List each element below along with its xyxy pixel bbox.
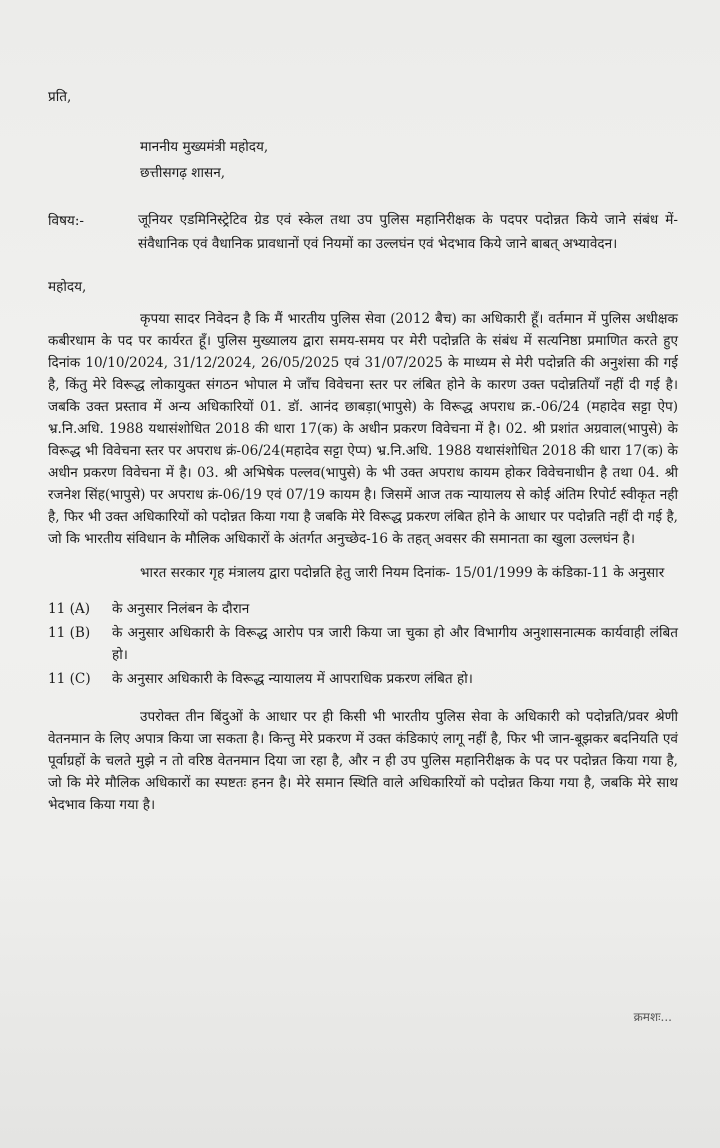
rule-code: 11 (B)	[48, 625, 91, 641]
subject-text: जूनियर एडमिनिस्ट्रेटिव ग्रेड एवं स्केल तथा उप पुलिस महानिरीक्षक के पदपर पदोन्नत किये जाने संबंध में- संवैधानिक एवं वैधानिक प्रावधानों एवं नियमों का उल्लघंन एवं भेदभाव किये जाने बाबत् अभ्यावेदन।	[138, 212, 678, 252]
rule-text: के अनुसार अधिकारी के विरूद्ध आरोप पत्र जारी किया जा चुका हो और विभागीय अनुशासनात्मक कार्यवाही लंबित हो।	[112, 625, 678, 663]
rule-item	[48, 668, 678, 690]
to-label: प्रति,	[48, 89, 72, 105]
rule-code: 11 (C)	[48, 671, 91, 687]
rule-code: 11 (A)	[48, 601, 91, 617]
addressee-block	[140, 134, 678, 186]
rule-item	[48, 622, 678, 666]
subject-block	[48, 208, 678, 256]
subject-label: विषय:-	[48, 213, 84, 229]
rules-list	[48, 598, 678, 690]
rule-text: के अनुसार अधिकारी के विरूद्ध न्यायालय में आपराधिक प्रकरण लंबित हो।	[112, 671, 473, 687]
paragraph-3: उपरोक्त तीन बिंदुओं के आधार पर ही किसी भी भारतीय पुलिस सेवा के अधिकारी को पदोन्नति/प्रवर श्रेणी वेतनमान के लिए अपात्र किया जा सकता है। किन्तु मेरे प्रकरण में उक्त कंडिकाएं लागू नहीं है, फिर भी जान-बूझकर बदनियति एवं पूर्वाग्रहों के चलते मुझे न तो वरिष्ठ वेतनमान दिया जा रहा है, और न ही उप पुलिस महानिरीक्षक के पद पर पदोन्नत किया गया है, जो कि मेरे मौलिक अधिकारों का स्पष्टतः हनन है। मेरे समान स्थिति वाले अधिकारियों को पदोन्नत किया गया है, जबकि मेरे साथ भेदभाव किया गया है।	[48, 709, 678, 813]
continued-marker: क्रमशः...	[633, 1010, 672, 1024]
paragraph-1: कृपया सादर निवेदन है कि मैं भारतीय पुलिस सेवा (2012 बैच) का अधिकारी हूँ। वर्तमान में पुलिस अधीक्षक कबीरधाम के पद पर कार्यरत हूँ। पुलिस मुख्यालय द्वारा समय-समय पर मेरी पदोन्नति के संबंध में सत्यनिष्ठा प्रमाणित करते हुए दिनांक 10/10/2024, 31/12/2024, 26/05/2025 एवं 31/07/2025 के माध्यम से मेरी पदोन्नति की अनुशंसा की गई है, किंतु मेरे विरूद्ध लोकायुक्त संगठन भोपाल मे जाँच विवेचना स्तर पर लंबित होने के कारण उक्त पदोन्नतियाँ नहीं दी गई है। जबकि उक्त प्रस्ताव में अन्य अधिकारियों 01. डॉ. आनंद छाबड़ा(भापुसे) के विरूद्ध अपराध क्र.-06/24 (महादेव सट्टा ऐप) भ्र.नि.अधि. 1988 यथासंशोधित 2018 की धारा 17(क) के अधीन प्रकरण विवेचना में है। 02. श्री प्रशांत अग्रवाल(भापुसे) के विरूद्ध भी विवेचना स्तर पर अपराध क्रं-06/24(महादेव सट्टा ऐप्प) भ्र.नि.अधि. 1988 यथासंशोधित 2018 की धारा 17(क) के अधीन प्रकरण विवेचना में है। 03. श्री अभिषेक पल्लव(भापुसे) के भी उक्त अपराध कायम होकर विवेचनाधीन है तथा 04. श्री रजनेश सिंह(भापुसे) पर अपराध क्रं-06/19 एवं 07/19 कायम है। जिसमें आज तक न्यायालय से कोई अंतिम रिपोर्ट स्वीकृत नही है, फिर भी उक्त अधिकारियों को पदोन्नत किया गया है जबकि मेरे विरूद्ध प्रकरण लंबित होने के आधार पर पदोन्नति नहीं दी गई है, जो कि भारतीय संविधान के मौलिक अधिकारों के अंतर्गत अनुच्छेद-16 के तहत् अवसर की समानता का खुला उल्लघंन है।	[48, 311, 678, 547]
addressee-line: छत्तीसगढ़ शासन,	[140, 165, 226, 181]
addressee-line: माननीय मुख्यमंत्री महोदय,	[140, 139, 269, 155]
rule-item	[48, 598, 678, 620]
paragraph-2: भारत सरकार गृह मंत्रालय द्वारा पदोन्नति हेतु जारी नियम दिनांक- 15/01/1999 के कंडिका-11 के अनुसार	[140, 565, 665, 581]
salutation: महोदय,	[48, 279, 87, 295]
rule-text: के अनुसार निलंबन के दौरान	[112, 601, 250, 617]
